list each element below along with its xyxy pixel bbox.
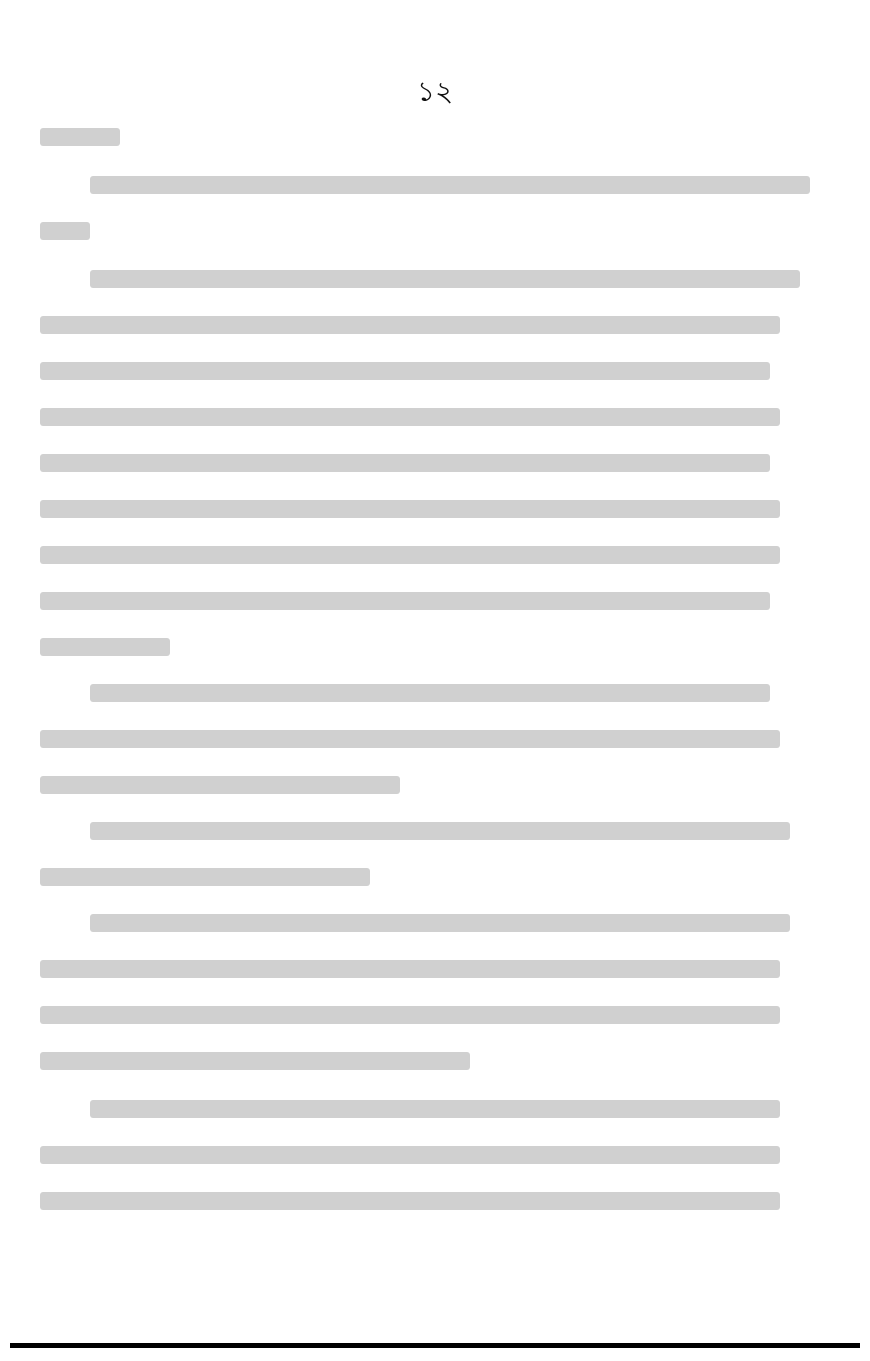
- bottom-rule: [10, 1343, 860, 1348]
- text-line-placeholder: [90, 1100, 780, 1118]
- text-line-placeholder: [40, 960, 780, 978]
- text-line-placeholder: [40, 868, 370, 886]
- text-line-placeholder: [40, 1192, 780, 1210]
- text-line-placeholder: [90, 822, 790, 840]
- text-line-placeholder: [40, 1052, 470, 1070]
- text-line-placeholder: [40, 454, 770, 472]
- text-line-placeholder: [90, 176, 810, 194]
- text-line-placeholder: [40, 408, 780, 426]
- text-line-placeholder: [40, 362, 770, 380]
- text-line-placeholder: [40, 592, 770, 610]
- text-line-placeholder: [40, 1146, 780, 1164]
- text-line-placeholder: [40, 546, 780, 564]
- text-line-placeholder: [90, 914, 790, 932]
- text-line-placeholder: [40, 128, 120, 146]
- text-line-placeholder: [40, 316, 780, 334]
- text-line-placeholder: [40, 638, 170, 656]
- page-number: ১২: [416, 75, 454, 108]
- text-line-placeholder: [90, 684, 770, 702]
- text-line-placeholder: [40, 776, 400, 794]
- text-line-placeholder: [40, 1006, 780, 1024]
- text-line-placeholder: [90, 270, 800, 288]
- text-line-placeholder: [40, 222, 90, 240]
- text-line-placeholder: [40, 730, 780, 748]
- text-line-placeholder: [40, 500, 780, 518]
